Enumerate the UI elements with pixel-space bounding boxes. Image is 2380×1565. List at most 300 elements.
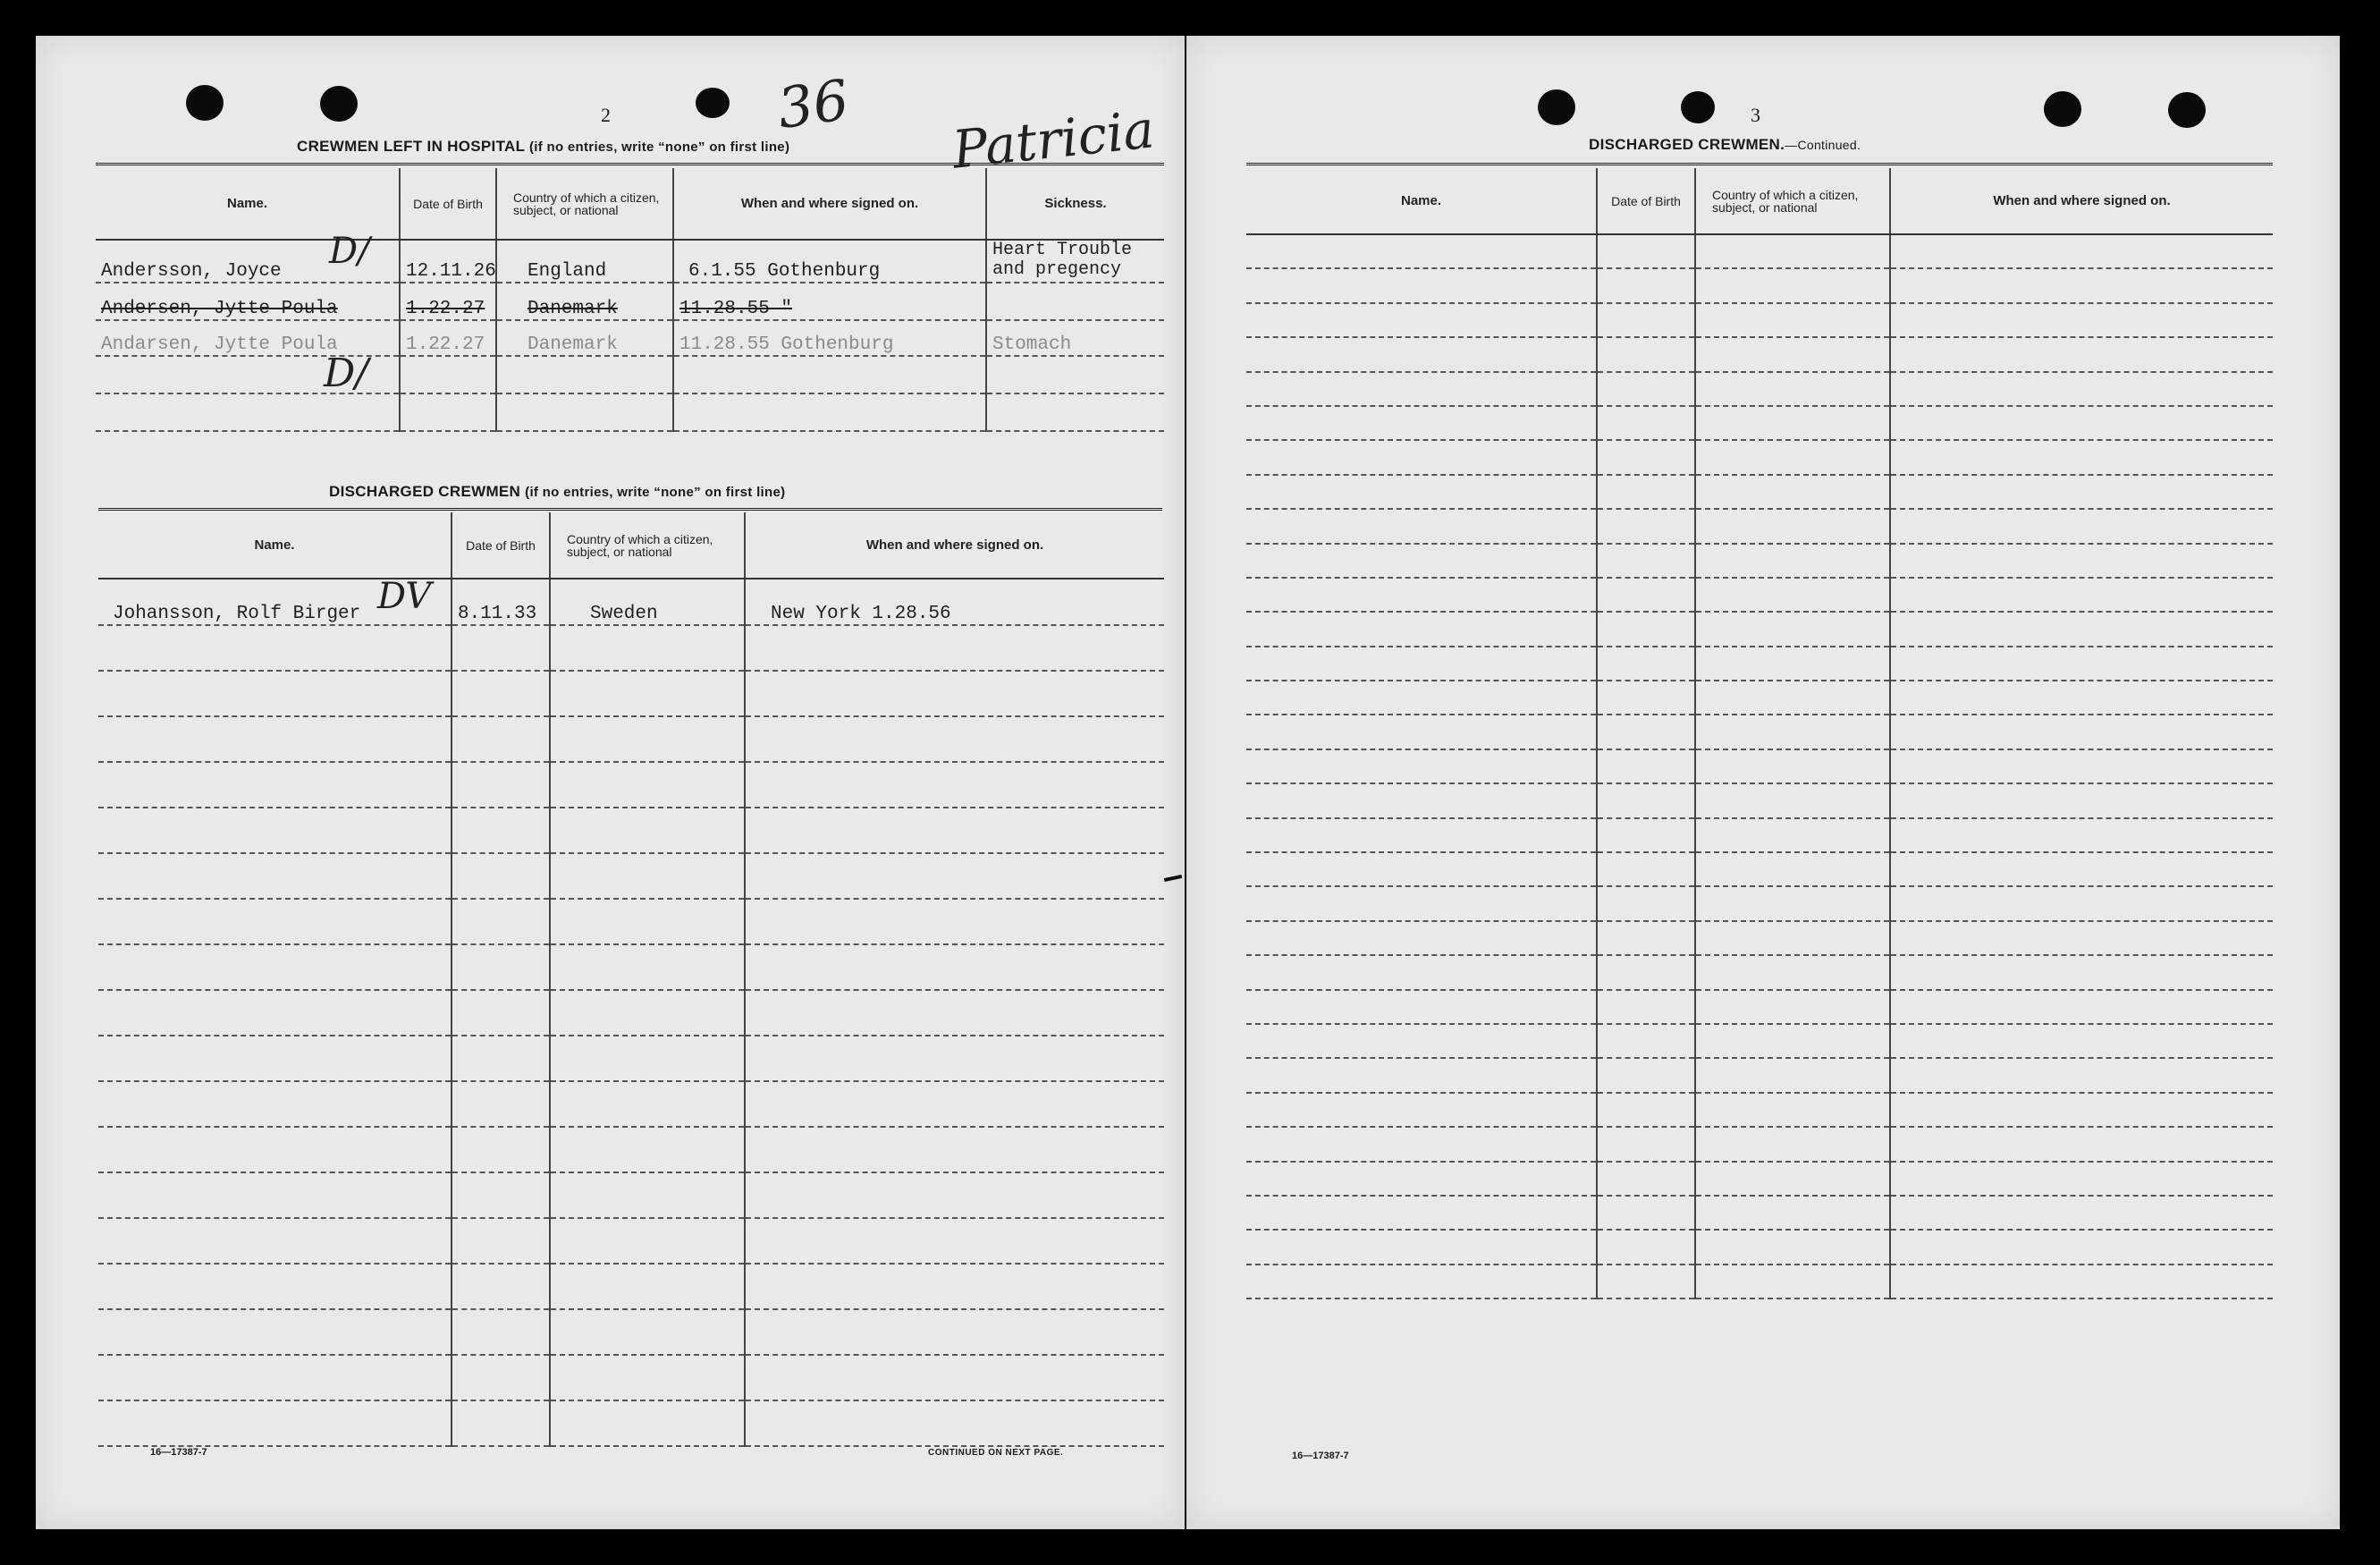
- empty-cell: [98, 1309, 452, 1355]
- empty-cell: [1890, 783, 2273, 817]
- empty-cell: [745, 1127, 1164, 1172]
- empty-cell: [1695, 234, 1890, 268]
- punch-hole: [1681, 91, 1715, 123]
- empty-cell: [1695, 818, 1890, 852]
- discharged-title-note: (if no entries, write “none” on first line): [525, 485, 786, 500]
- table-row: [1246, 544, 2273, 578]
- punch-hole: [696, 88, 730, 118]
- empty-cell: [1597, 1162, 1695, 1196]
- empty-cell: [550, 716, 745, 762]
- empty-cell: [98, 899, 452, 944]
- empty-cell: [452, 1036, 550, 1081]
- empty-cell: [1890, 268, 2273, 302]
- empty-cell: [1597, 1058, 1695, 1092]
- empty-cell: [452, 1309, 550, 1355]
- empty-cell: [1597, 1127, 1695, 1161]
- table-row: [96, 356, 1164, 393]
- empty-cell: [745, 990, 1164, 1036]
- hospital-table: [96, 168, 1164, 432]
- empty-cell: [745, 853, 1164, 899]
- empty-cell: [98, 944, 452, 990]
- continued-note: CONTINUED ON NEXT PAGE.: [928, 1448, 1064, 1458]
- handwritten-ship-name: Patricia: [949, 98, 1158, 181]
- right-page: [1186, 36, 2340, 1529]
- empty-cell: [550, 1355, 745, 1400]
- cell-country: Sweden: [550, 579, 745, 625]
- cell-dob: 8.11.33: [452, 579, 550, 625]
- table-row: [96, 283, 1164, 320]
- table-row: [96, 240, 1164, 283]
- cell-dob: 12.11.26: [400, 240, 496, 283]
- empty-cell: [1890, 406, 2273, 440]
- empty-cell: [745, 1218, 1164, 1264]
- empty-cell: [1246, 715, 1597, 749]
- empty-cell: [1597, 852, 1695, 886]
- empty-cell: [1246, 372, 1597, 406]
- table-row: [98, 1309, 1164, 1355]
- empty-cell: [1597, 544, 1695, 578]
- empty-cell: [452, 1400, 550, 1446]
- table-row: [1246, 1196, 2273, 1230]
- empty-cell: [1246, 1230, 1597, 1264]
- handwritten-mark: 36: [773, 66, 853, 142]
- empty-cell: [1890, 234, 2273, 268]
- empty-cell: [1246, 406, 1597, 440]
- empty-cell: [1246, 921, 1597, 955]
- cell-dob: 1.22.27: [400, 283, 496, 320]
- empty-cell: [1890, 1230, 2273, 1264]
- table-row: [1246, 715, 2273, 749]
- empty-cell: [1597, 1230, 1695, 1264]
- empty-cell: [1695, 886, 1890, 920]
- empty-cell: [98, 1218, 452, 1264]
- empty-cell: [1890, 647, 2273, 681]
- cell-country: Danemark: [496, 320, 673, 356]
- empty-cell: [1890, 372, 2273, 406]
- cell-sickness: Stomach: [986, 320, 1164, 356]
- empty-cell: [1890, 1093, 2273, 1127]
- empty-cell: [1246, 647, 1597, 681]
- empty-cell: [745, 1355, 1164, 1400]
- empty-cell: [98, 1036, 452, 1081]
- empty-cell: [550, 762, 745, 808]
- empty-cell: [452, 762, 550, 808]
- empty-cell: [1597, 921, 1695, 955]
- col-header-signed: When and where signed on.: [673, 168, 986, 240]
- table-row: [1246, 509, 2273, 543]
- empty-cell: [1695, 475, 1890, 509]
- empty-cell: [550, 899, 745, 944]
- empty-cell: [1597, 372, 1695, 406]
- punch-hole: [2044, 91, 2081, 127]
- empty-cell: [1597, 1093, 1695, 1127]
- empty-cell: [1695, 509, 1890, 543]
- empty-cell: [1597, 749, 1695, 783]
- empty-cell: [550, 1127, 745, 1172]
- empty-cell: [98, 716, 452, 762]
- form-code: 16—17387-7: [1292, 1451, 1349, 1461]
- empty-cell: [550, 853, 745, 899]
- col-header-dob: Date of Birth: [1597, 168, 1695, 234]
- table-row: [98, 944, 1164, 990]
- empty-cell: [1695, 990, 1890, 1024]
- empty-cell: [1695, 1265, 1890, 1299]
- handwritten-initials: D/: [329, 231, 370, 272]
- empty-cell: [1890, 681, 2273, 715]
- empty-cell: [550, 671, 745, 716]
- cell-signed: 11.28.55 Gothenburg: [673, 320, 986, 356]
- empty-cell: [550, 1172, 745, 1218]
- empty-cell: [1246, 783, 1597, 817]
- empty-cell: [745, 1036, 1164, 1081]
- discharged-table: [98, 512, 1164, 1447]
- empty-cell: [1890, 440, 2273, 474]
- discharged-continued-title: [1589, 136, 1861, 154]
- empty-cell: [1597, 886, 1695, 920]
- cell-dob: 1.22.27: [400, 320, 496, 356]
- empty-cell: [550, 1400, 745, 1446]
- empty-cell: [1597, 475, 1695, 509]
- empty-cell: [98, 853, 452, 899]
- table-row: [98, 762, 1164, 808]
- empty-cell: [1246, 681, 1597, 715]
- empty-cell: [1890, 612, 2273, 646]
- empty-cell: [452, 1081, 550, 1127]
- empty-cell: [1695, 715, 1890, 749]
- empty-cell: [745, 671, 1164, 716]
- spine-mark: [1164, 875, 1182, 882]
- empty-cell: [1246, 268, 1597, 302]
- empty-cell: [745, 625, 1164, 671]
- empty-cell: [1246, 749, 1597, 783]
- table-row: [1246, 1024, 2273, 1058]
- empty-cell: [1695, 749, 1890, 783]
- empty-cell: [1246, 852, 1597, 886]
- empty-cell: [1890, 1265, 2273, 1299]
- col-header-sickness: Sickness.: [986, 168, 1164, 240]
- cell-sickness: Heart Trouble and pregency: [986, 240, 1164, 283]
- cell-signed: 6.1.55 Gothenburg: [673, 240, 986, 283]
- continued-label: —Continued.: [1785, 138, 1861, 152]
- empty-cell: [745, 899, 1164, 944]
- section-rule: [1246, 163, 2273, 165]
- empty-cell: [452, 1218, 550, 1264]
- empty-cell: [1695, 1162, 1890, 1196]
- empty-cell: [745, 1400, 1164, 1446]
- table-row: [1246, 578, 2273, 612]
- empty-cell: [745, 1172, 1164, 1218]
- discharged-title-text: DISCHARGED CREWMEN.: [1589, 136, 1785, 153]
- table-row: [98, 625, 1164, 671]
- empty-cell: [452, 716, 550, 762]
- col-header-name: Name.: [98, 512, 452, 579]
- empty-cell: [98, 1127, 452, 1172]
- section-rule: [98, 508, 1162, 511]
- empty-cell: [1246, 509, 1597, 543]
- hospital-title-text: CREWMEN LEFT IN HOSPITAL: [297, 138, 525, 155]
- empty-cell: [550, 808, 745, 853]
- table-row: [1246, 647, 2273, 681]
- empty-cell: [1246, 475, 1597, 509]
- empty-cell: [1695, 1127, 1890, 1161]
- empty-cell: [1695, 406, 1890, 440]
- col-header-dob: Date of Birth: [400, 168, 496, 240]
- table-row: [1246, 1162, 2273, 1196]
- empty-cell: [1597, 337, 1695, 371]
- punch-hole: [2168, 92, 2206, 128]
- table-row: [98, 1264, 1164, 1309]
- empty-cell: [1597, 715, 1695, 749]
- handwritten-initials: DV: [377, 576, 432, 617]
- punch-hole: [1538, 89, 1575, 125]
- empty-cell: [98, 990, 452, 1036]
- empty-cell: [98, 762, 452, 808]
- table-row: [98, 1218, 1164, 1264]
- empty-cell: [1695, 440, 1890, 474]
- empty-cell: [98, 1172, 452, 1218]
- table-row: [1246, 337, 2273, 371]
- empty-cell: [1246, 1024, 1597, 1058]
- table-row: [98, 716, 1164, 762]
- empty-cell: [452, 808, 550, 853]
- empty-cell: [1890, 886, 2273, 920]
- empty-cell: [1246, 440, 1597, 474]
- empty-cell: [1890, 1196, 2273, 1230]
- table-row: [1246, 1265, 2273, 1299]
- empty-cell: [1246, 1127, 1597, 1161]
- empty-cell: [550, 990, 745, 1036]
- empty-cell: [1695, 303, 1890, 337]
- empty-cell: [1695, 955, 1890, 989]
- empty-cell: [1597, 406, 1695, 440]
- discharged-section-title: [329, 483, 785, 501]
- empty-cell: [745, 1081, 1164, 1127]
- empty-cell: [1597, 647, 1695, 681]
- cell-signed: 11.28.55 ": [673, 283, 986, 320]
- empty-cell: [1695, 1024, 1890, 1058]
- empty-cell: [1597, 818, 1695, 852]
- table-row: [98, 990, 1164, 1036]
- empty-cell: [98, 1355, 452, 1400]
- empty-cell: [1246, 1162, 1597, 1196]
- empty-cell: [550, 944, 745, 990]
- empty-cell: [1597, 509, 1695, 543]
- empty-cell: [1597, 234, 1695, 268]
- table-row: [96, 393, 1164, 431]
- empty-cell: [1246, 1093, 1597, 1127]
- empty-cell: [98, 1264, 452, 1309]
- empty-cell: [1695, 612, 1890, 646]
- empty-cell: [1695, 544, 1890, 578]
- empty-cell: [98, 625, 452, 671]
- table-row: [1246, 818, 2273, 852]
- empty-cell: [1695, 337, 1890, 371]
- empty-cell: [1597, 440, 1695, 474]
- table-row: [98, 1081, 1164, 1127]
- left-page: [36, 36, 1185, 1529]
- empty-cell: [1597, 268, 1695, 302]
- empty-cell: [1246, 544, 1597, 578]
- cell-country: Danemark: [496, 283, 673, 320]
- empty-cell: [98, 1400, 452, 1446]
- table-row: [98, 1172, 1164, 1218]
- table-row: [98, 853, 1164, 899]
- cell-name: Andarsen, Jytte Poula: [96, 320, 400, 356]
- table-row: [1246, 990, 2273, 1024]
- table-row: [1246, 1093, 2273, 1127]
- table-row: [98, 579, 1164, 625]
- table-row: [1246, 681, 2273, 715]
- empty-cell: [1246, 578, 1597, 612]
- empty-cell: [745, 808, 1164, 853]
- table-row: [98, 671, 1164, 716]
- empty-cell: [1597, 578, 1695, 612]
- discharged-title-text: DISCHARGED CREWMEN: [329, 483, 521, 500]
- empty-cell: [550, 1309, 745, 1355]
- hospital-title-note: (if no entries, write “none” on first line): [528, 140, 790, 155]
- empty-cell: [1246, 1196, 1597, 1230]
- empty-cell: [1695, 372, 1890, 406]
- table-row: [1246, 303, 2273, 337]
- cell-signed: New York 1.28.56: [745, 579, 1164, 625]
- empty-cell: [1597, 783, 1695, 817]
- empty-cell: [452, 853, 550, 899]
- table-row: [1246, 372, 2273, 406]
- empty-cell: [1695, 578, 1890, 612]
- empty-cell: [1246, 955, 1597, 989]
- empty-cell: [1695, 1230, 1890, 1264]
- empty-cell: [452, 990, 550, 1036]
- empty-cell: [452, 1127, 550, 1172]
- hospital-section-title: [297, 138, 789, 156]
- empty-cell: [1246, 886, 1597, 920]
- page-number: 3: [1751, 104, 1760, 126]
- empty-cell: [1597, 612, 1695, 646]
- empty-cell: [1695, 681, 1890, 715]
- empty-cell: [1890, 303, 2273, 337]
- empty-cell: [1890, 921, 2273, 955]
- cell-name: Andersson, Joyce: [96, 240, 400, 283]
- table-row: [1246, 1127, 2273, 1161]
- empty-cell: [1890, 1058, 2273, 1092]
- table-row: [1246, 612, 2273, 646]
- empty-cell: [452, 899, 550, 944]
- table-row: [96, 320, 1164, 356]
- empty-cell: [550, 625, 745, 671]
- table-row: [1246, 852, 2273, 886]
- empty-cell: [1597, 990, 1695, 1024]
- empty-cell: [1246, 303, 1597, 337]
- empty-cell: [1695, 1093, 1890, 1127]
- empty-cell: [452, 1355, 550, 1400]
- table-row: [1246, 1230, 2273, 1264]
- col-header-country: Country of which a citizen, subject, or national: [1695, 168, 1890, 234]
- empty-cell: [1695, 268, 1890, 302]
- col-header-name: Name.: [1246, 168, 1597, 234]
- empty-cell: [745, 716, 1164, 762]
- table-row: [98, 1400, 1164, 1446]
- table-row: [1246, 406, 2273, 440]
- empty-cell: [1246, 1265, 1597, 1299]
- empty-cell: [1246, 337, 1597, 371]
- col-header-dob: Date of Birth: [452, 512, 550, 579]
- empty-cell: [98, 1081, 452, 1127]
- discharged-continued-table: [1246, 168, 2273, 1299]
- table-row: [1246, 475, 2273, 509]
- empty-cell: [1890, 578, 2273, 612]
- empty-cell: [1597, 1024, 1695, 1058]
- table-row: [1246, 234, 2273, 268]
- empty-cell: [1890, 852, 2273, 886]
- table-row: [1246, 268, 2273, 302]
- table-row: [1246, 749, 2273, 783]
- empty-cell: [1695, 921, 1890, 955]
- cell-sickness: [986, 283, 1164, 320]
- empty-cell: [550, 1036, 745, 1081]
- table-row: [98, 808, 1164, 853]
- empty-cell: [1890, 337, 2273, 371]
- empty-cell: [1597, 303, 1695, 337]
- cell-name: Andersen, Jytte Poula: [96, 283, 400, 320]
- empty-cell: [1890, 818, 2273, 852]
- empty-cell: [1890, 509, 2273, 543]
- empty-cell: [1246, 234, 1597, 268]
- empty-cell: [1890, 749, 2273, 783]
- empty-cell: [550, 1264, 745, 1309]
- page-number: 2: [601, 104, 611, 126]
- table-row: [98, 1036, 1164, 1081]
- col-header-signed: When and where signed on.: [745, 512, 1164, 579]
- empty-cell: [98, 808, 452, 853]
- empty-cell: [1890, 955, 2273, 989]
- empty-cell: [1597, 955, 1695, 989]
- empty-cell: [452, 1264, 550, 1309]
- empty-cell: [1695, 647, 1890, 681]
- empty-cell: [745, 762, 1164, 808]
- table-row: [1246, 1058, 2273, 1092]
- punch-hole: [320, 86, 358, 122]
- table-row: [1246, 955, 2273, 989]
- col-header-name: Name.: [96, 168, 400, 240]
- empty-cell: [1695, 783, 1890, 817]
- empty-cell: [452, 1172, 550, 1218]
- table-row: [98, 1355, 1164, 1400]
- empty-cell: [98, 671, 452, 716]
- table-row: [1246, 921, 2273, 955]
- col-header-country: Country of which a citizen, subject, or national: [496, 168, 673, 240]
- empty-cell: [1246, 1058, 1597, 1092]
- section-rule: [96, 163, 1164, 165]
- punch-hole: [186, 85, 224, 121]
- empty-cell: [1246, 612, 1597, 646]
- empty-cell: [1890, 715, 2273, 749]
- table-row: [1246, 440, 2273, 474]
- empty-cell: [1890, 1024, 2273, 1058]
- form-code: 16—17387-7: [150, 1447, 207, 1458]
- empty-cell: [1246, 990, 1597, 1024]
- empty-cell: [452, 944, 550, 990]
- empty-cell: [745, 944, 1164, 990]
- empty-cell: [745, 1264, 1164, 1309]
- empty-cell: [1695, 1196, 1890, 1230]
- empty-cell: [1890, 475, 2273, 509]
- empty-cell: [550, 1081, 745, 1127]
- empty-cell: [1597, 1196, 1695, 1230]
- cell-country: England: [496, 240, 673, 283]
- empty-cell: [1246, 818, 1597, 852]
- empty-cell: [452, 625, 550, 671]
- empty-cell: [452, 671, 550, 716]
